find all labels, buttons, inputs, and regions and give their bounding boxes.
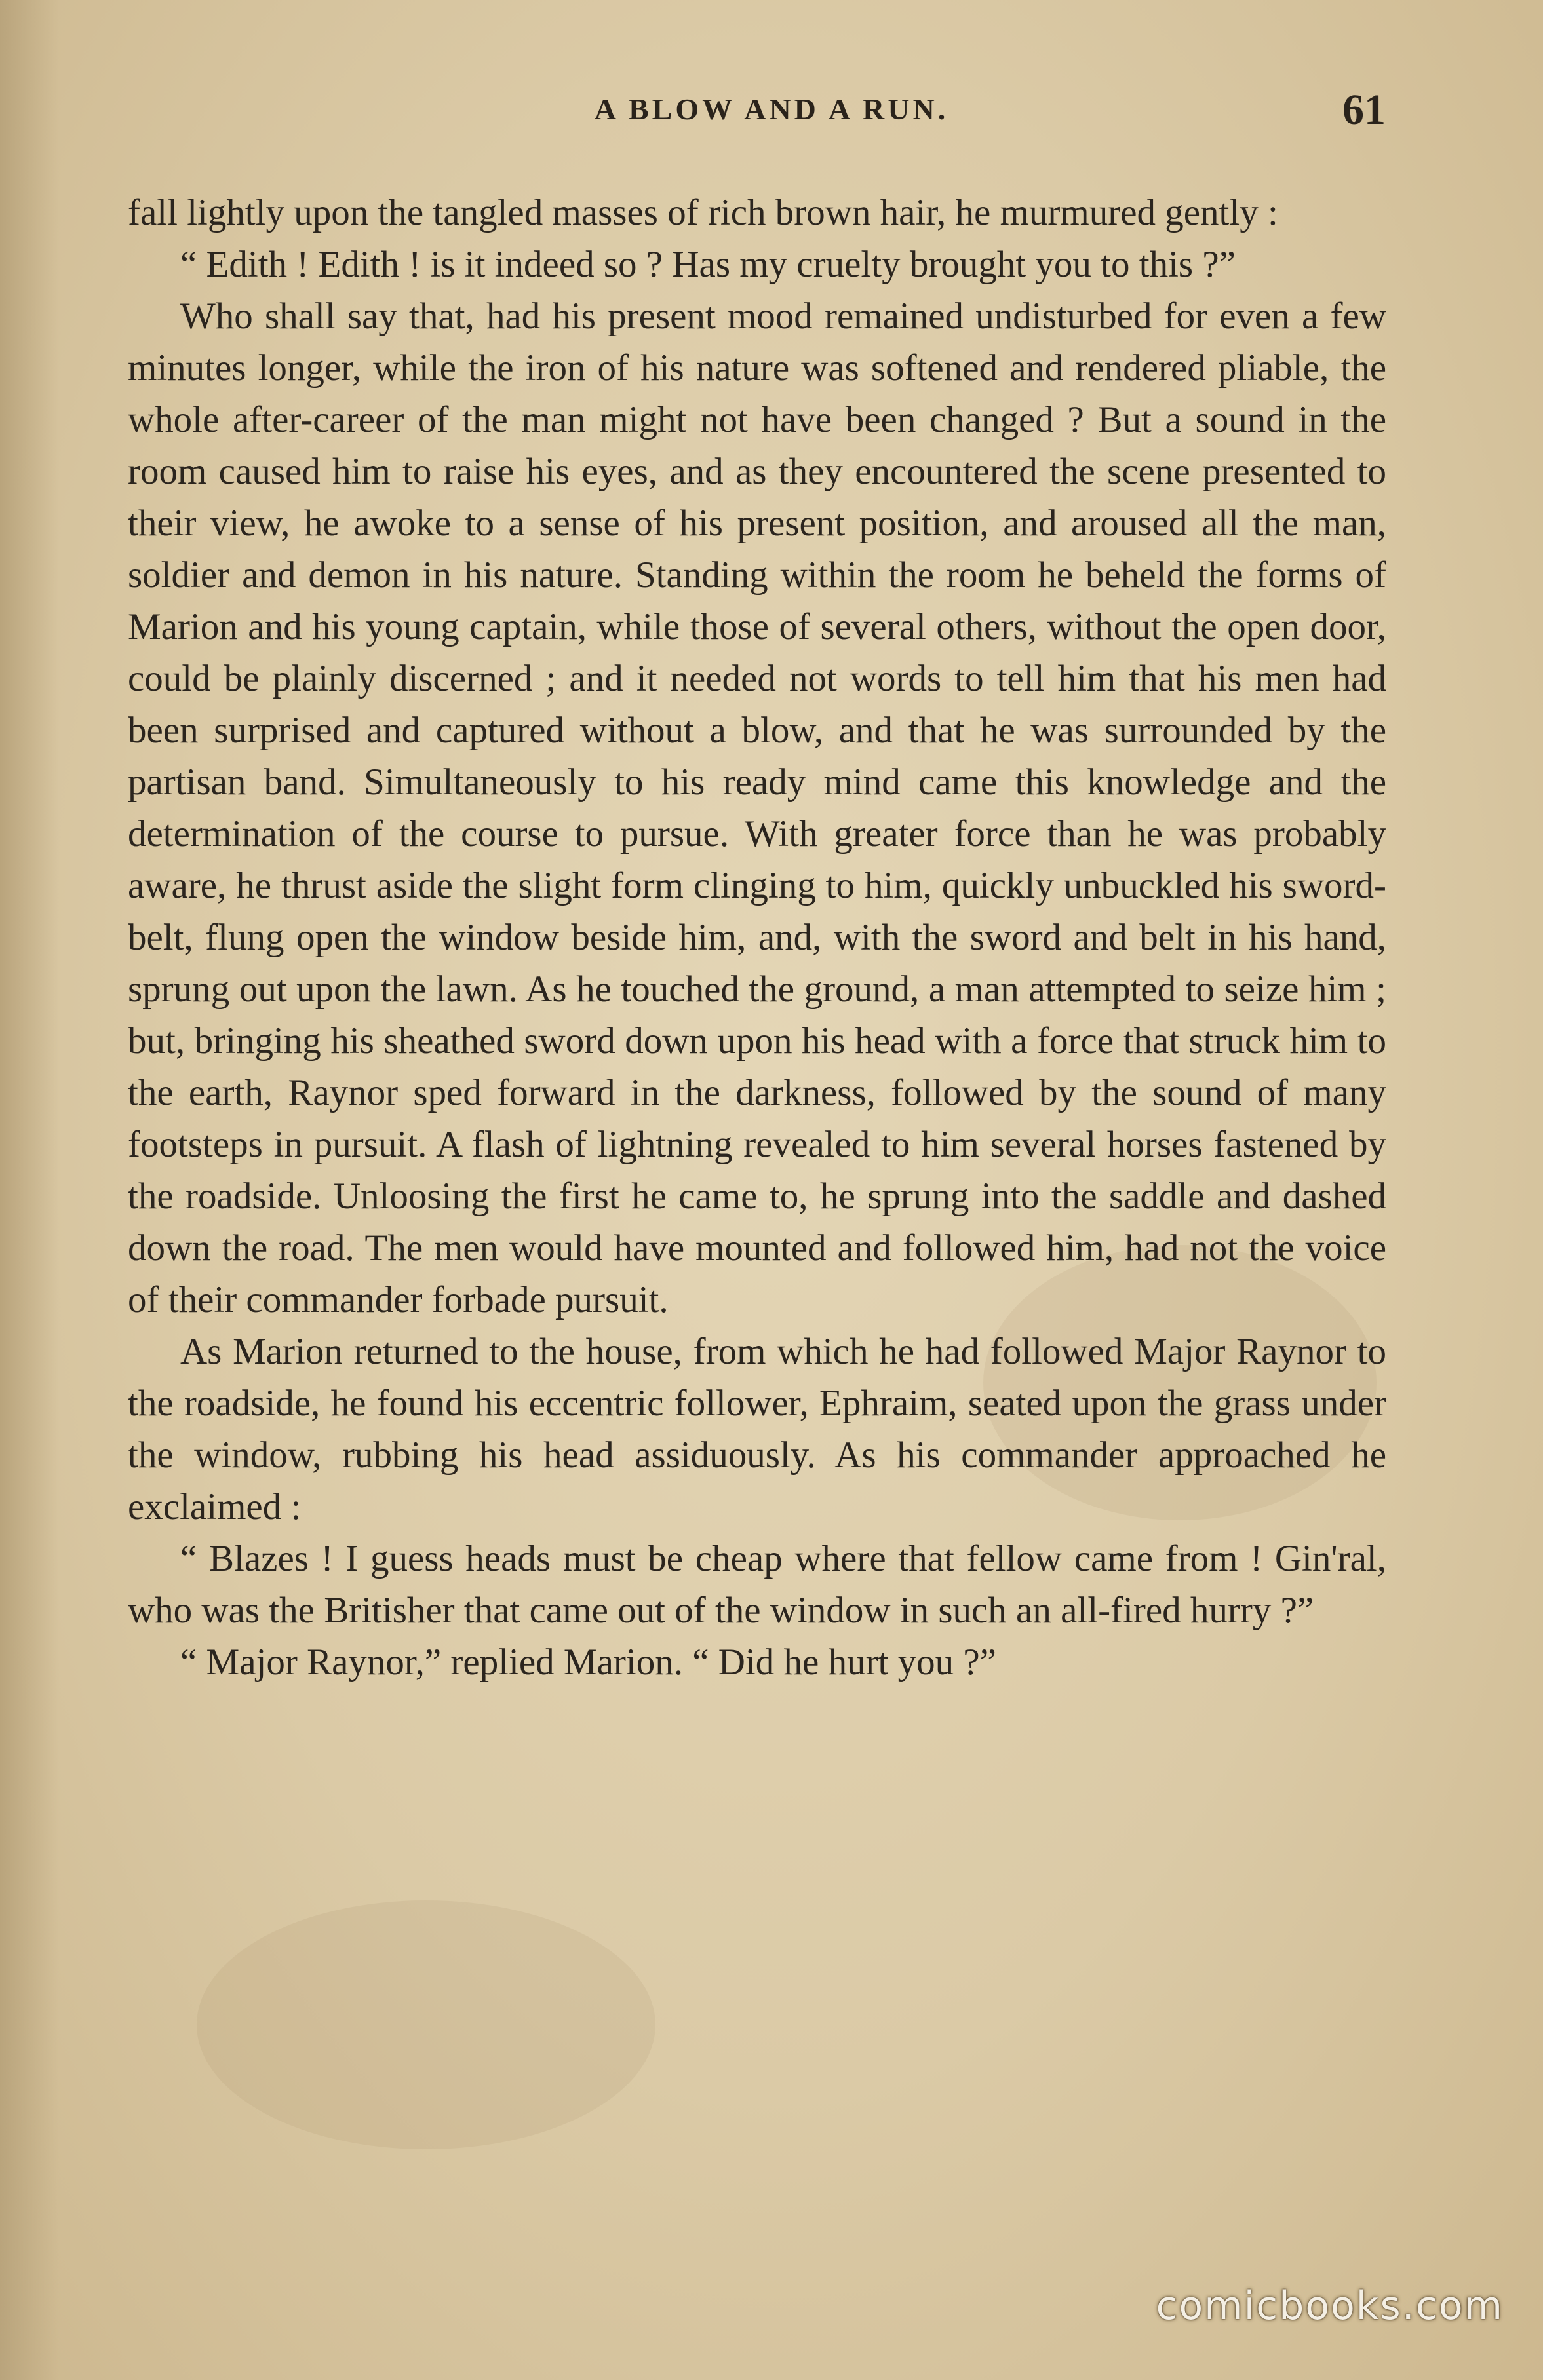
paragraph: fall lightly upon the tangled masses of rich brown hair, he murmured gently : (128, 192, 1278, 233)
paragraph: Who shall say that, had his present mood remained undisturbed for even a few minutes longer, while the iron of his nature was softened and rendered pliable, the whole after-career of the man might not have been changed ? But a sound in the room caused him to raise his eyes, and as they encountered the scene presented to their view, he awoke to a sense of his present position, and aroused all the man, soldier and demon in his nature. Standing within the room he beheld the forms of Marion and his young captain, while those of several others, without the open door, could be plainly discerned ; and it needed not words to tell him that his men had been surprised and captured without a blow, and that he was surrounded by the partisan band. Simultaneously to his ready mind came this knowledge and the determination of the course to pursue. With greater force than he was probably aware, he thrust aside the slight form clinging to him, quickly unbuckled his sword-belt, flung open the window beside him, and, with the sword and belt in his hand, sprung out upon the lawn. As he touched the ground, a man attempted to seize him ; but, bringing his sheathed sword down upon his head with a force that struck him to the earth, Raynor sped forward in the darkness, followed by the sound of many footsteps in pursuit. A flash of lightning revealed to him several horses fastened by the roadside. Unloosing the first he came to, he sprung into the saddle and dashed down the road. The men would have mounted and followed him, had not the voice of their commander forbade pursuit. (128, 296, 1386, 1320)
paragraph: “ Blazes ! I guess heads must be cheap where that fellow came from ! Gin'ral, who was the Britisher that came out of the window in such an all-fired hurry ?” (128, 1538, 1386, 1631)
paper-stain (197, 1900, 655, 2149)
paragraph: “ Major Raynor,” replied Marion. “ Did he hurt you ?” (180, 1641, 996, 1683)
binding-shadow (0, 0, 59, 2380)
paragraph: As Marion returned to the house, from which he had followed Major Raynor to the roadside, he found his eccentric follower, Ephraim, seated upon the grass under the window, rubbing his head assiduously. As his commander approached he exclaimed : (128, 1331, 1386, 1527)
running-head: A BLOW AND A RUN. (594, 92, 949, 126)
page-number: 61 (1342, 86, 1386, 134)
body-text (128, 187, 1386, 1688)
paragraph: “ Edith ! Edith ! is it indeed so ? Has my cruelty brought you to this ?” (180, 244, 1236, 285)
page-header (0, 86, 1543, 144)
watermark: comicbooks.com (1156, 2283, 1504, 2329)
